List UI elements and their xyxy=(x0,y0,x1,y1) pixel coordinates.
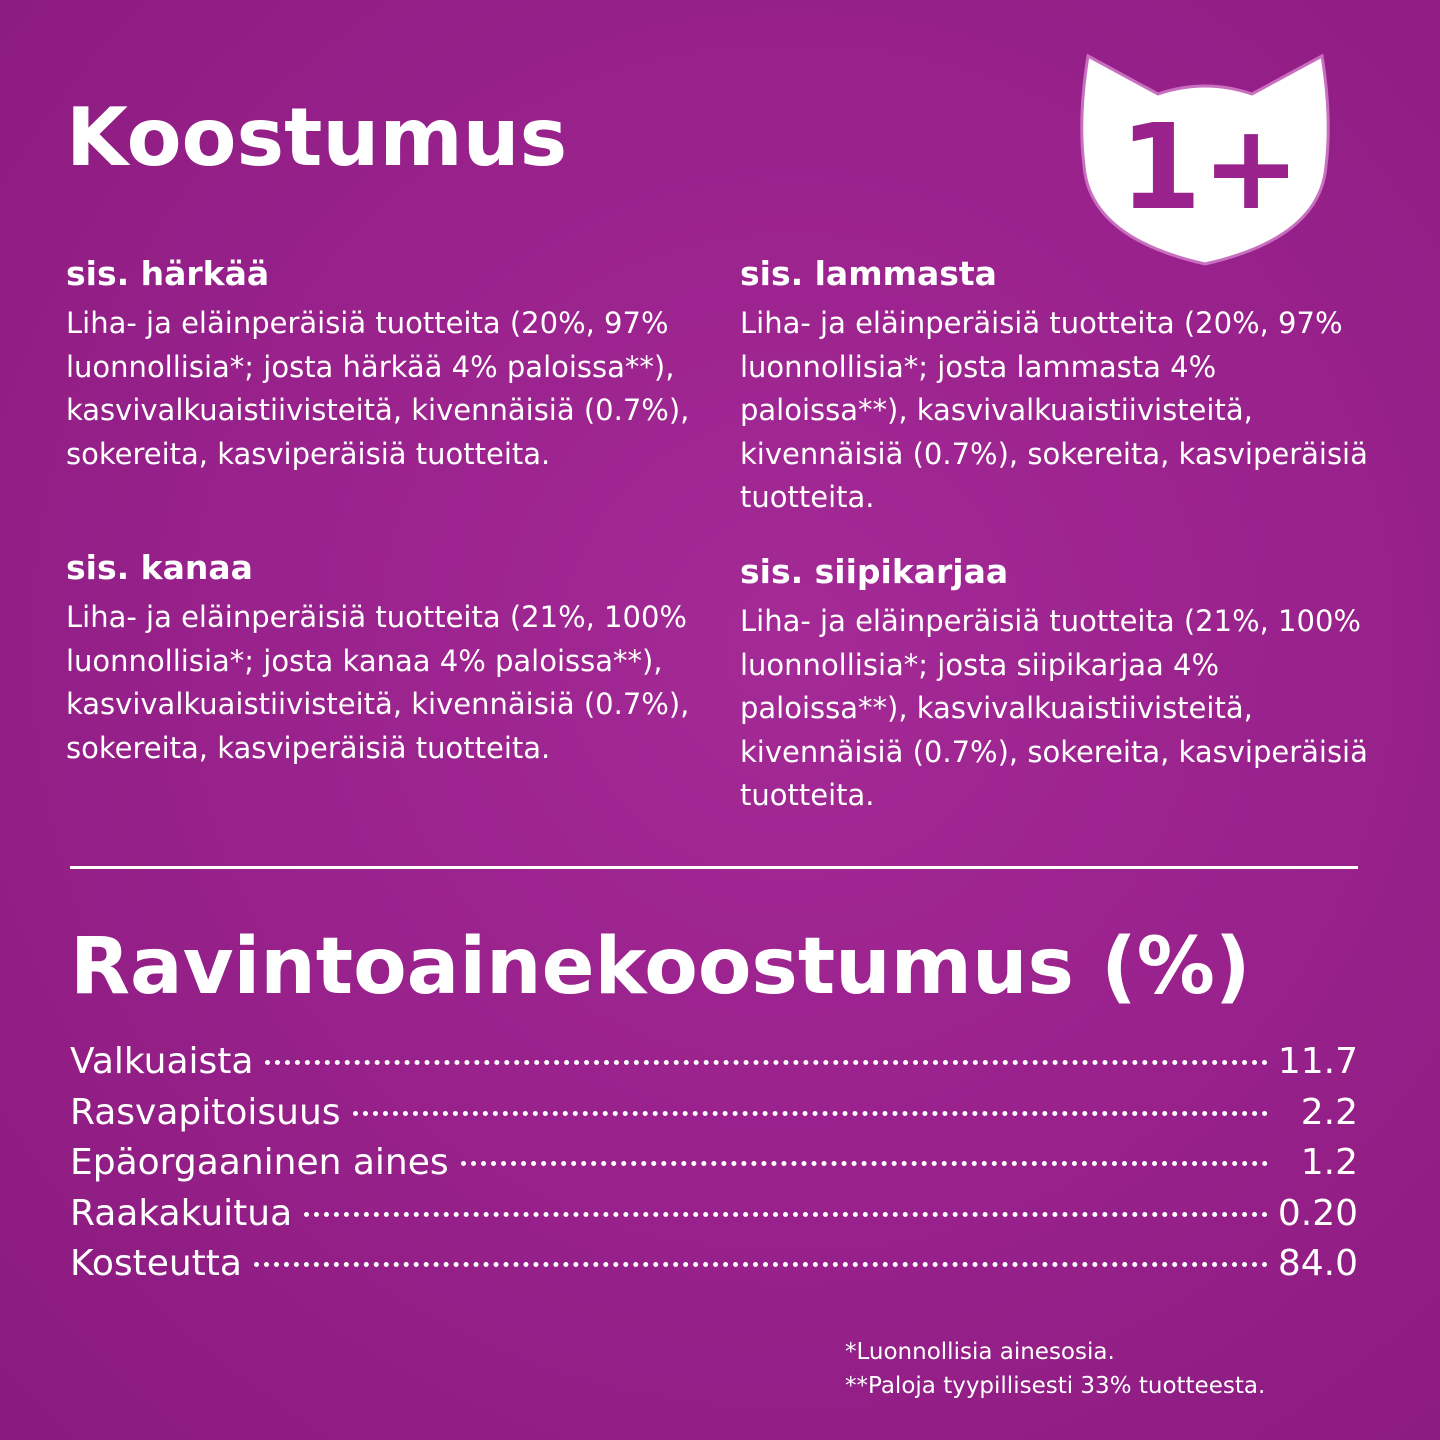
composition-lamb xyxy=(740,252,1400,520)
nutrition-row xyxy=(70,1037,1358,1088)
cat-head-icon xyxy=(1070,48,1340,270)
dot-leader xyxy=(265,1060,1267,1065)
composition-text: Liha- ja eläinperäisiä tuotteita (21%, 100% luonnollisia*; josta siipikarjaa 4% paloissa**), kasvivalkuaistiivisteitä, kivennäisiä (0.7%), sokereita, kasviperäisiä tuotteita. xyxy=(740,604,1368,812)
dot-leader xyxy=(304,1212,1268,1217)
nutrition-value: 2.2 xyxy=(1300,1091,1358,1133)
dot-leader xyxy=(254,1262,1268,1267)
nutrition-heading: Ravintoainekoostumus (%) xyxy=(70,922,1251,1012)
nutrition-row xyxy=(70,1239,1358,1290)
footnote: *Luonnollisia ainesosia. xyxy=(845,1339,1115,1365)
dot-leader xyxy=(353,1111,1268,1116)
nutrition-row xyxy=(70,1189,1358,1240)
composition-text: Liha- ja eläinperäisiä tuotteita (20%, 97% luonnollisia*; josta härkää 4% paloissa**), kasvivalkuaistiivisteitä, kivennäisiä (0.7%), sokereita, kasviperäisiä tuotteita. xyxy=(66,306,690,471)
composition-beef xyxy=(66,252,726,476)
age-badge-label: 1+ xyxy=(1119,98,1301,236)
composition-title: sis. kanaa xyxy=(66,548,253,587)
section-divider xyxy=(70,866,1358,869)
nutrition-label: Raakakuitua xyxy=(70,1192,293,1234)
nutrition-value: 11.7 xyxy=(1277,1041,1358,1082)
footnotes xyxy=(845,1335,1265,1403)
nutrition-row xyxy=(70,1138,1358,1189)
nutrition-label: Epäorgaaninen aines xyxy=(70,1142,449,1183)
composition-title: sis. härkää xyxy=(66,254,270,293)
composition-heading: Koostumus xyxy=(66,91,568,184)
footnote: **Paloja tyypillisesti 33% tuotteesta. xyxy=(845,1373,1266,1399)
nutrition-value: 84.0 xyxy=(1277,1243,1358,1284)
composition-poultry xyxy=(740,550,1400,818)
nutrition-row xyxy=(70,1088,1358,1139)
nutrition-label: Rasvapitoisuus xyxy=(70,1091,341,1133)
nutrition-label: Valkuaista xyxy=(70,1041,254,1082)
composition-text: Liha- ja eläinperäisiä tuotteita (20%, 97% luonnollisia*; josta lammasta 4% paloissa**), kasvivalkuaistiivisteitä, kivennäisiä (0.7%), sokereita, kasviperäisiä tuotteita. xyxy=(740,306,1368,514)
nutrition-value: 0.20 xyxy=(1277,1192,1358,1234)
nutrition-value: 1.2 xyxy=(1300,1142,1358,1183)
dot-leader xyxy=(461,1161,1268,1166)
composition-title: sis. siipikarjaa xyxy=(740,552,1009,591)
nutrition-table xyxy=(70,1037,1358,1290)
composition-title: sis. lammasta xyxy=(740,254,997,293)
nutrition-label: Kosteutta xyxy=(70,1243,242,1284)
composition-text: Liha- ja eläinperäisiä tuotteita (21%, 100% luonnollisia*; josta kanaa 4% paloissa**), kasvivalkuaistiivisteitä, kivennäisiä (0.7%), sokereita, kasviperäisiä tuotteita. xyxy=(66,600,690,765)
composition-chicken xyxy=(66,546,726,770)
